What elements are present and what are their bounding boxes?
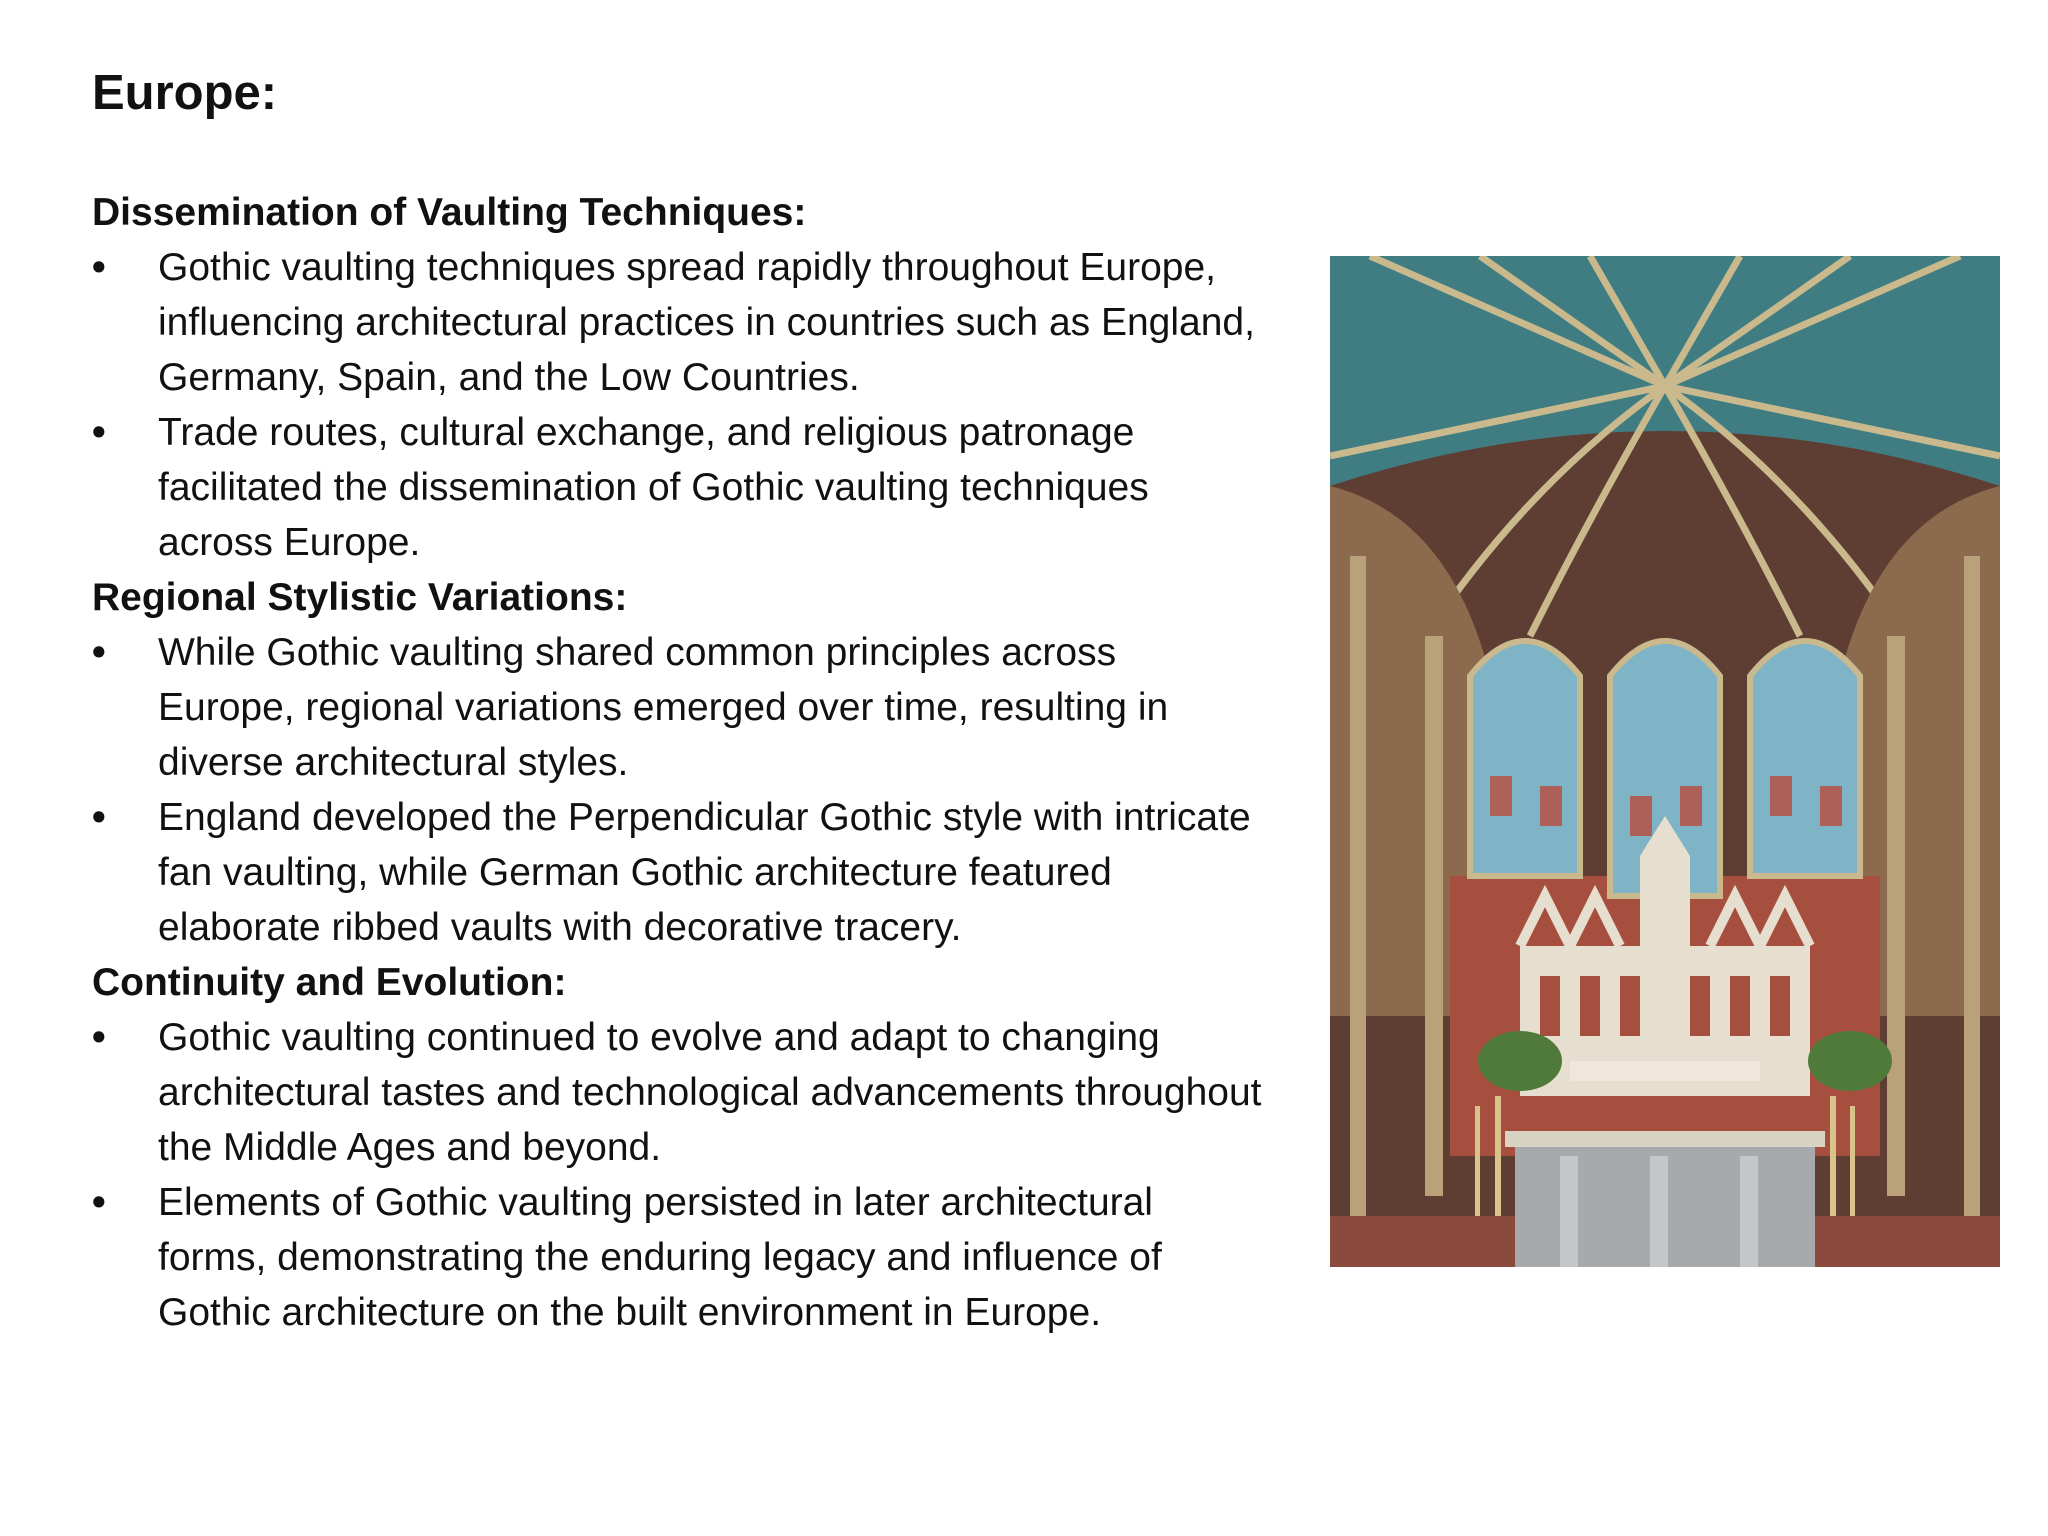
altar-table (1505, 1131, 1825, 1267)
bullet-icon: • (92, 631, 106, 674)
cathedral-interior-image (1330, 256, 2000, 1267)
bullet-text: Gothic vaulting continued to evolve and adapt to changing architectural tastes and technological advancements throughout the Middle Ages and beyond. (158, 1016, 1262, 1169)
bullet-list-regional (92, 625, 1262, 955)
floor-left (1330, 1216, 1515, 1267)
bullet-item (92, 1010, 1262, 1175)
bullet-text: Trade routes, cultural exchange, and religious patronage facilitated the dissemination of Gothic vaulting techniques across Europe. (158, 411, 1149, 564)
bullet-item (92, 240, 1262, 405)
bullet-text: Elements of Gothic vaulting persisted in later architectural forms, demonstrating the enduring legacy and influence of Gothic architecture on the built environment in Europe. (158, 1181, 1162, 1334)
bullet-icon: • (92, 411, 106, 454)
bullet-item (92, 1175, 1262, 1340)
bullet-list-dissemination (92, 240, 1262, 570)
cathedral-illustration (1330, 256, 2000, 1267)
bullet-text: Gothic vaulting techniques spread rapidly throughout Europe, influencing architectural practices in countries such as England, Germany, Spain, and the Low Countries. (158, 246, 1255, 399)
bullet-item (92, 790, 1262, 955)
bullet-item (92, 405, 1262, 570)
slide-title: Europe: (92, 66, 278, 120)
bullet-list-continuity (92, 1010, 1262, 1340)
bullet-item (92, 625, 1262, 790)
section-heading-regional: Regional Stylistic Variations: (92, 576, 628, 619)
bullet-text: England developed the Perpendicular Gothic style with intricate fan vaulting, while German Gothic architecture featured elaborate ribbed vaults with decorative tracery. (158, 796, 1251, 949)
bullet-icon: • (92, 246, 106, 289)
section-heading-dissemination: Dissemination of Vaulting Techniques: (92, 191, 807, 234)
slide-content (92, 185, 1262, 1340)
section-heading-continuity: Continuity and Evolution: (92, 961, 567, 1004)
bullet-icon: • (92, 796, 106, 839)
bullet-icon: • (92, 1016, 106, 1059)
floor-right (1815, 1216, 2000, 1267)
bullet-icon: • (92, 1181, 106, 1224)
bullet-text: While Gothic vaulting shared common principles across Europe, regional variations emerged over time, resulting in diverse architectural styles. (158, 631, 1169, 784)
